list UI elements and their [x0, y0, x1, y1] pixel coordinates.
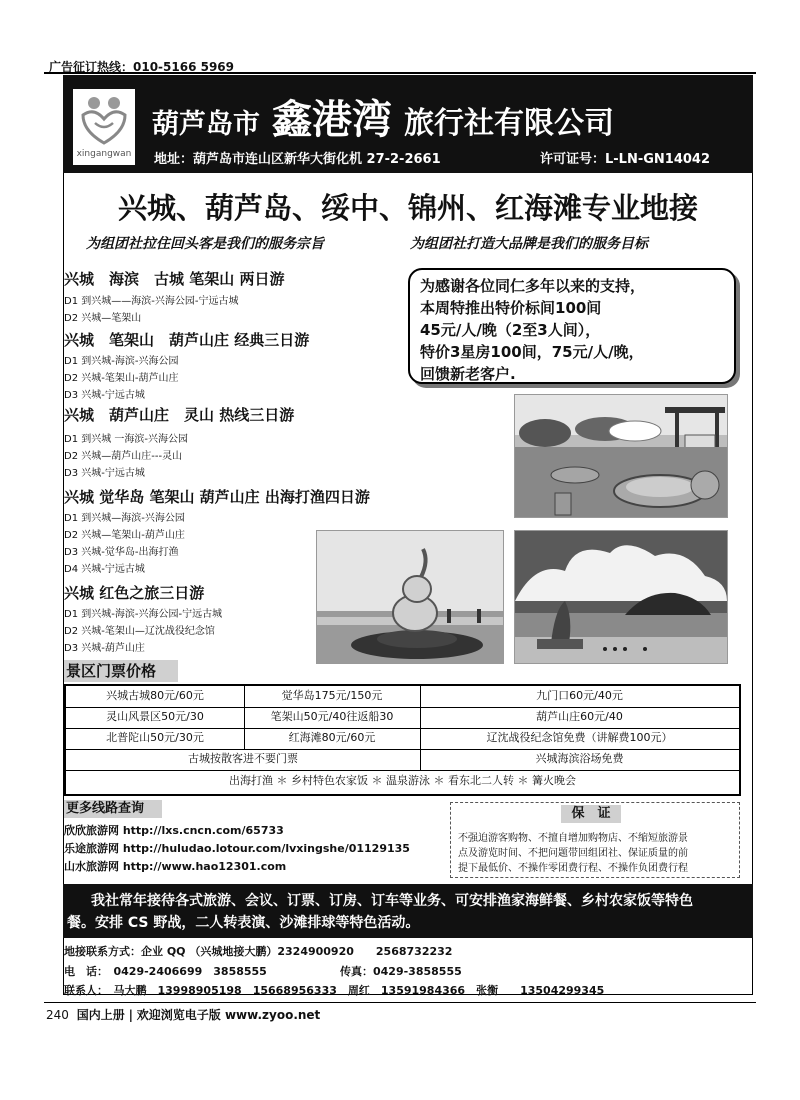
footer-rule [44, 1002, 756, 1003]
company-brand: 鑫港湾 [272, 96, 392, 143]
slogan: 为组团社拉住回头客是我们的服务宗旨 [86, 236, 324, 252]
footer-section: 国内上册 [76, 1008, 125, 1022]
ticket-cell: 北普陀山50元/30元 [106, 731, 204, 744]
top-rule [44, 72, 756, 74]
more-routes-title: 更多线路查询 [64, 800, 162, 818]
promo-line: 45元/人/晚（2至3人间）， [420, 321, 601, 339]
guarantee-line: 不强迫游客购物、不擅自增加购物店、不缩短旅游景 [458, 833, 688, 844]
ticket-cell: 葫芦山庄60元/40 [536, 710, 623, 723]
company-city: 葫芦岛市 [152, 109, 260, 140]
footer-separator: | [128, 1008, 133, 1022]
slogan: 为组团社打造大品牌是我们的服务目标 [410, 236, 648, 252]
banner-line: 餐。安排 CS 野战，二人转表演、沙滩排球等特色活动。 [67, 915, 420, 931]
route-day: D1 到兴城—海滨-兴海公园 [64, 513, 185, 524]
promo-line: 本周特推出特价标间100间 [420, 299, 602, 317]
services-banner [63, 884, 753, 938]
ticket-price-table [64, 684, 741, 796]
ticket-cell: 古城按散客进不要门票 [188, 752, 298, 765]
route-title: 兴城 红色之旅三日游 [64, 584, 205, 602]
route-day: D2 兴城—笔架山-葫芦山庄 [64, 530, 185, 541]
promo-box [408, 268, 736, 384]
company-address: 地址：葫芦岛市连山区新华大街化机 27-2-2661 [154, 152, 441, 167]
ad-hotline: 广告征订热线：010-5166 5969 [49, 60, 235, 74]
route-title: 兴城 海滨 古城 笔架山 两日游 [64, 270, 285, 288]
guarantee-title: 保 证 [561, 805, 621, 823]
route-link[interactable]: 乐途旅游网 http://huludao.lotour.com/lvxingshe/01129135 [64, 842, 410, 855]
route-link[interactable]: 山水旅游网 http://www.hao12301.com [64, 860, 287, 873]
route-day: D2 兴城-笔架山-葫芦山庄 [64, 373, 179, 384]
route-day: D1 到兴城-海滨-兴海公园 [64, 356, 179, 367]
route-day: D3 兴城-觉华岛-出海打渔 [64, 547, 179, 558]
logo-text: xingangwan [76, 149, 132, 159]
banner-line: 我社常年接待各式旅游、会议、订票、订房、订车等业务、可安排渔家海鲜餐、乡村农家饭等特色 [91, 893, 693, 909]
promo-line: 特价3星房100间，75元/人/晚， [420, 343, 644, 361]
route-title: 兴城 笔架山 葫芦山庄 经典三日游 [64, 331, 310, 349]
contact-fax: 传真：0429-3858555 [340, 965, 462, 978]
activities-row: 出海打渔 ＊ 乡村特色农家饭 ＊ 温泉游泳 ＊ 看东北二人转 ＊ 篝火晚会 [229, 774, 576, 787]
ticket-section-title: 景区门票价格 [64, 660, 178, 682]
logo-figures-icon [79, 93, 129, 147]
promo-line: 为感谢各位同仁多年以来的支持， [420, 277, 646, 295]
ticket-cell: 九门口60元/40元 [536, 689, 623, 702]
company-suffix: 旅行社有限公司 [404, 106, 614, 141]
guarantee-box [450, 802, 740, 878]
footer-site: 欢迎浏览电子版 www.zyoo.net [136, 1008, 321, 1022]
ticket-cell: 笔架山50元/40往返船30 [270, 710, 394, 723]
ticket-cell: 兴城古城80元/60元 [106, 689, 204, 702]
gourd-statue-photo [316, 530, 504, 664]
route-day: D2 兴城—葫芦山庄---灵山 [64, 451, 183, 462]
company-logo [73, 89, 135, 165]
ticket-cell: 红海滩80元/60元 [288, 731, 376, 744]
page-number: 240 [46, 1008, 69, 1022]
route-day: D3 兴城-宁远古城 [64, 468, 145, 479]
route-day: D1 到兴城——海滨-兴海公园-宁远古城 [64, 296, 239, 307]
route-title: 兴城 觉华岛 笔架山 葫芦山庄 出海打渔四日游 [64, 488, 370, 506]
ticket-cell: 辽沈战役纪念馆免费（讲解费100元） [486, 731, 673, 744]
route-title: 兴城 葫芦山庄 灵山 热线三日游 [64, 406, 295, 424]
license-number: 许可证号：L-LN-GN14042 [540, 152, 711, 167]
ticket-cell: 觉华岛175元/150元 [281, 689, 383, 702]
route-day: D2 兴城—笔架山 [64, 313, 142, 324]
promo-line: 回馈新老客户. [420, 365, 516, 383]
ticket-cell: 兴城海滨浴场免费 [535, 752, 624, 765]
route-day: D1 到兴城 一海滨-兴海公园 [64, 434, 189, 445]
contact-qq: 地接联系方式：企业 QQ （兴城地接大鹏）2324900920 2568732232 [64, 945, 453, 958]
contact-people: 联系人： 马大鹏 13998905198 15668956333 周红 13591984366 张衡 13504299345 [64, 984, 605, 997]
guarantee-line: 点及游览时间、不把问题带回组团社、保证质量的前 [458, 848, 688, 859]
route-day: D4 兴城-宁远古城 [64, 564, 145, 575]
ticket-cell: 灵山风景区50元/30 [106, 710, 204, 723]
route-day: D2 兴城-笔架山—辽沈战役纪念馆 [64, 626, 215, 637]
seaside-statue-photo [514, 530, 728, 664]
headline: 兴城、葫芦岛、绥中、锦州、红海滩专业地接 [117, 191, 698, 225]
page-footer [46, 1006, 320, 1023]
route-day: D1 到兴城-海滨-兴海公园-宁远古城 [64, 609, 223, 620]
route-day: D3 兴城-宁远古城 [64, 390, 145, 401]
contact-phone: 电 话： 0429-2406699 3858555 [64, 965, 267, 978]
route-link[interactable]: 欣欣旅游网 http://lxs.cncn.com/65733 [64, 824, 284, 837]
guarantee-line: 提下最低价、不操作零团费行程、不操作负团费行程 [458, 863, 688, 874]
company-name [152, 88, 614, 145]
route-day: D3 兴城-葫芦山庄 [64, 643, 145, 654]
garden-photo [514, 394, 728, 518]
